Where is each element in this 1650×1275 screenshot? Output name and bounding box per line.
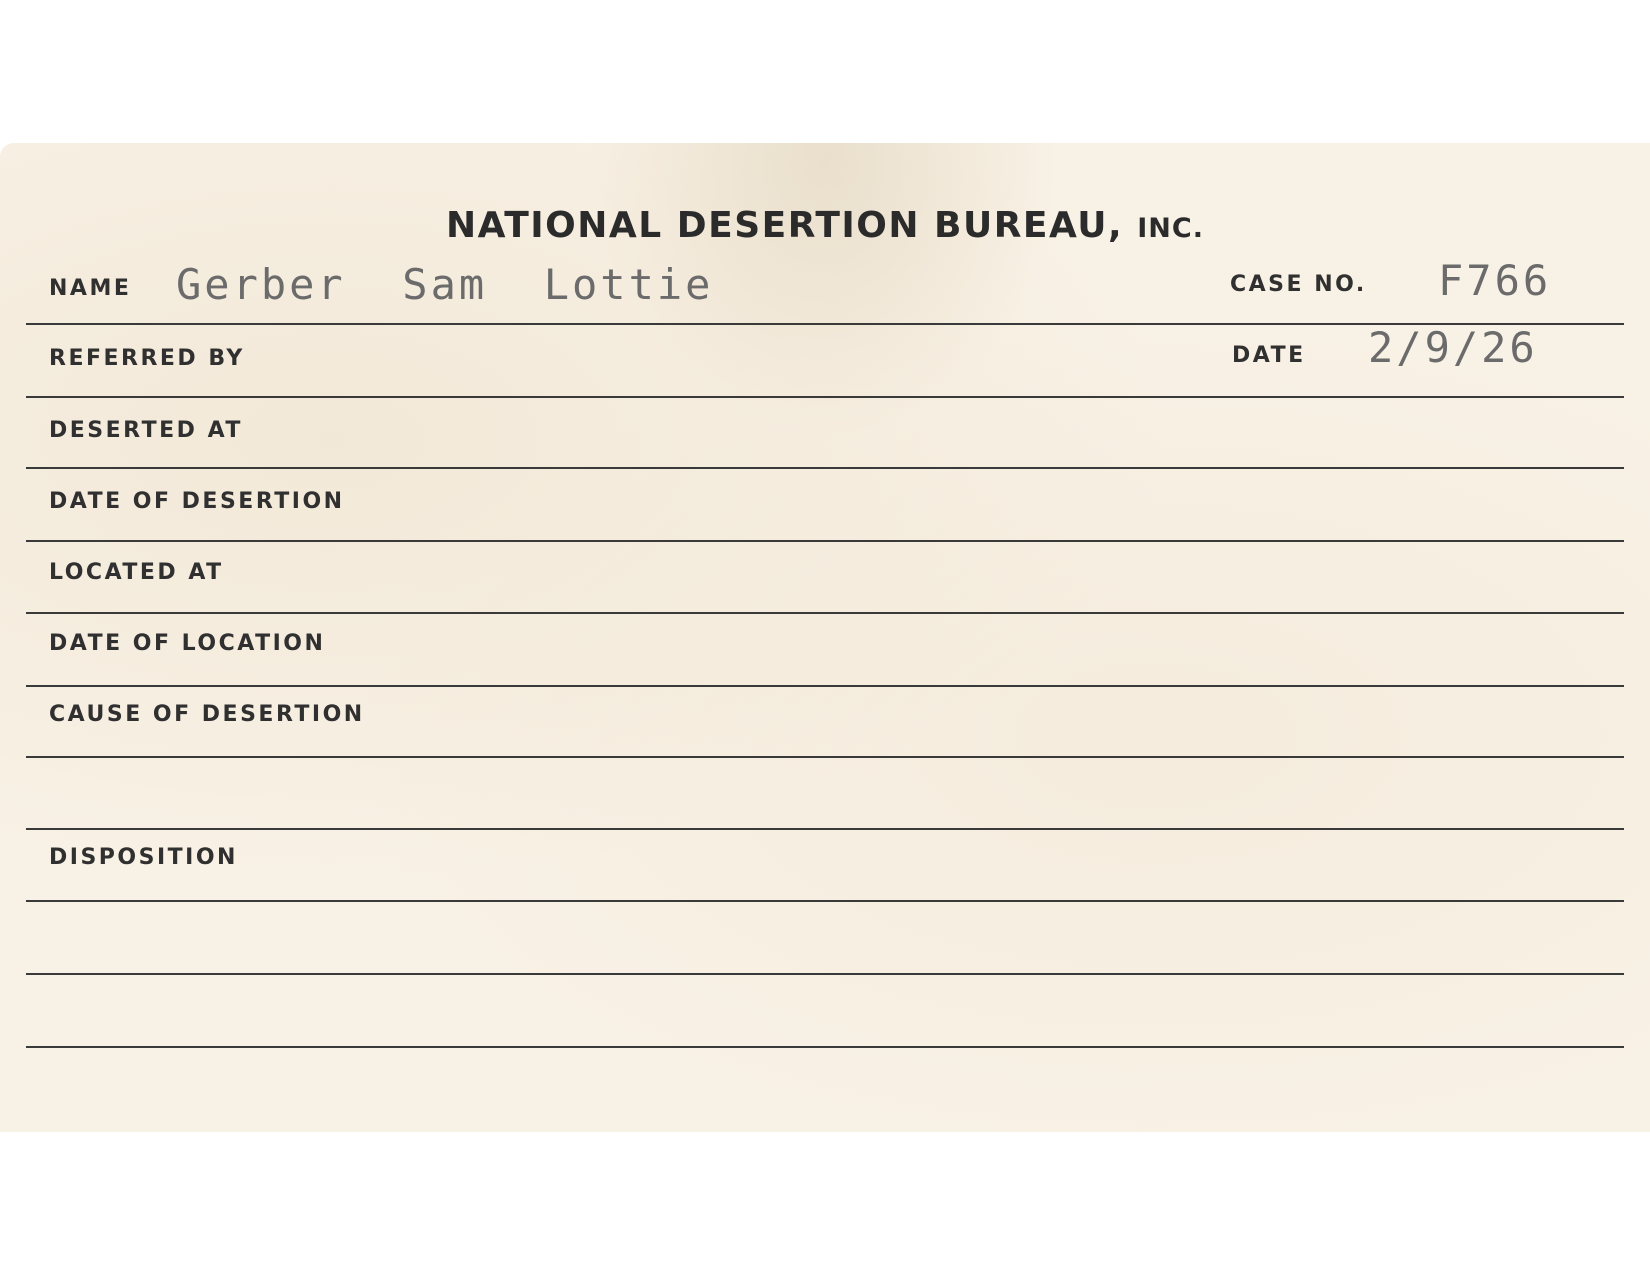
- index-card: [0, 143, 1650, 1132]
- date-entry: 2/9/26: [1368, 323, 1538, 372]
- referred-by-line: [26, 396, 1624, 398]
- date-of-desertion-label: DATE OF DESERTION: [49, 489, 345, 514]
- cause-of-desertion-label: CAUSE OF DESERTION: [49, 702, 365, 727]
- cause-of-desertion-line-2: [26, 828, 1624, 830]
- case-no-entry: F766: [1438, 256, 1552, 305]
- date-of-location-label: DATE OF LOCATION: [49, 631, 326, 656]
- located-at-line: [26, 612, 1624, 614]
- date-label: DATE: [1232, 343, 1306, 368]
- date-of-location-line: [26, 685, 1624, 687]
- name-label: NAME: [49, 276, 132, 301]
- disposition-line: [26, 900, 1624, 902]
- deserted-at-label: DESERTED AT: [49, 418, 243, 443]
- name-entry: Gerber Sam Lottie: [176, 260, 714, 309]
- located-at-label: LOCATED AT: [49, 560, 224, 585]
- disposition-line-3: [26, 1046, 1624, 1048]
- deserted-at-line: [26, 467, 1624, 469]
- card-title: [0, 205, 1650, 246]
- referred-by-label: REFERRED BY: [49, 346, 245, 371]
- card-title-suffix: INC.: [1137, 213, 1204, 244]
- disposition-line-2: [26, 973, 1624, 975]
- case-no-label: CASE NO.: [1230, 272, 1367, 297]
- disposition-label: DISPOSITION: [49, 845, 238, 870]
- card-title-text: NATIONAL DESERTION BUREAU,: [446, 205, 1124, 246]
- cause-of-desertion-line: [26, 756, 1624, 758]
- date-of-desertion-line: [26, 540, 1624, 542]
